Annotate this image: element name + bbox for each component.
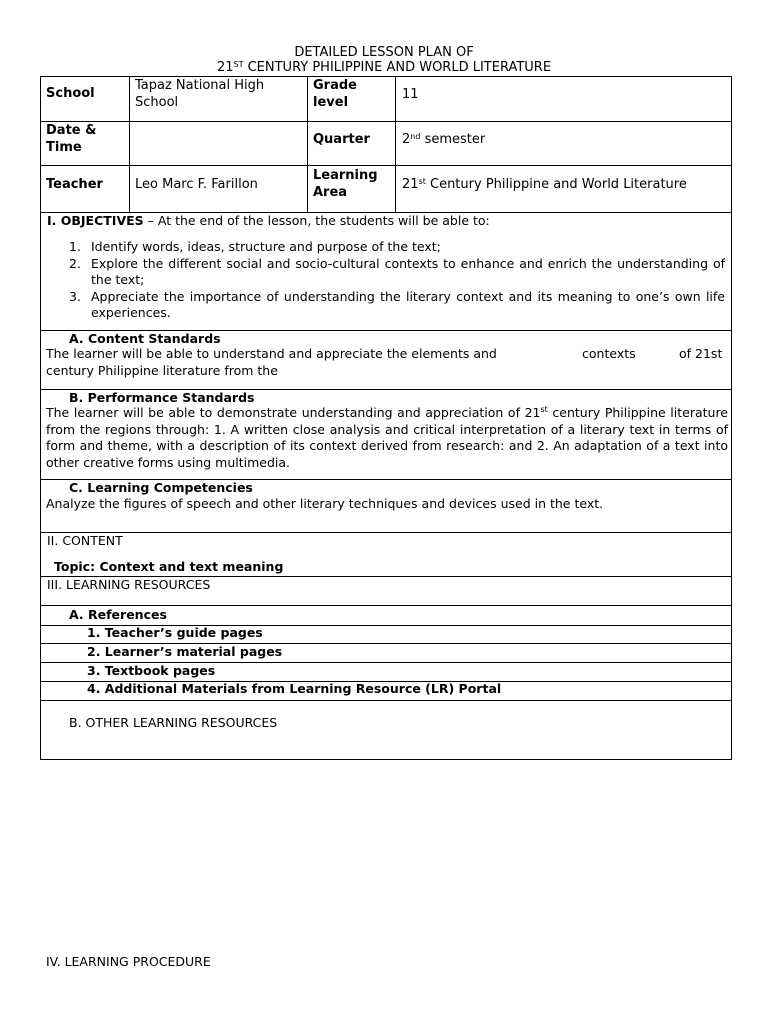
info-table [40,76,732,213]
date-label-cell [41,122,130,166]
performance-standards-section [40,390,732,480]
references-heading: A. References [69,607,167,622]
divider [40,625,732,626]
document-title: DETAILED LESSON PLAN OF [294,45,474,60]
teacher-value: Leo Marc F. Farillon [135,177,258,192]
area-label-cell [308,166,396,212]
document-subtitle [0,60,768,75]
objective-item: 2. Explore the different social and socio-cultural contexts to enhance and enrich the understanding of the text; [69,255,725,287]
objectives-section [40,213,732,331]
competencies-heading: C. Learning Competencies [69,480,253,495]
divider [40,681,732,682]
content-standards-text-line2: century Philippine literature from the [46,363,278,378]
content-heading: II. CONTENT [47,533,123,548]
other-resources-heading: B. OTHER LEARNING RESOURCES [69,715,278,730]
competencies-section [40,480,732,533]
teacher-label: Teacher [46,177,103,192]
subtitle-number: 21 [216,60,234,75]
quarter-label-cell [308,122,396,166]
performance-standards-heading: B. Performance Standards [69,390,255,405]
area-label: Learning Area [313,168,378,200]
school-label: School [46,86,95,101]
teacher-value-cell [130,166,308,212]
grade-value-cell [396,77,731,122]
quarter-label: Quarter [313,132,370,147]
content-standards-section [40,331,732,390]
divider [40,700,732,701]
objective-item: 1. Identify words, ideas, structure and purpose of the text; [69,239,441,254]
area-value: 21st Century Philippine and World Literature [402,177,687,192]
objectives-intro: – At the end of the lesson, the students will be able to: [143,213,490,228]
divider [40,643,732,644]
school-label-cell [41,77,130,122]
grade-label: Grade level [313,78,357,110]
competencies-text: Analyze the figures of speech and other literary techniques and devices used in the text. [46,496,604,511]
grade-label-cell [308,77,396,122]
content-section [40,533,732,577]
objectives-heading-line [47,213,727,230]
performance-standards-text: The learner will be able to demonstrate understanding and appreciation of 21st century Philippine literature from the regions through: 1. A written close analysis and critical interpretation of a literary text in terms of form and theme, with a description of its context derived from research: and 2. An adaptation of a text into other creative forms using multimedia. [46,405,728,470]
grade-value: 11 [402,87,419,102]
divider [40,605,732,606]
school-value: Tapaz National High School [135,78,265,110]
objectives-list [69,239,725,322]
reference-item: 4. Additional Materials from Learning Resource (LR) Portal [87,681,502,696]
quarter-value: 2nd semester [402,132,486,147]
procedure-heading: IV. LEARNING PROCEDURE [46,954,211,969]
reference-item: 2. Learner’s material pages [87,644,283,659]
date-value-cell [130,122,308,166]
subtitle-rest: CENTURY PHILIPPINE AND WORLD LITERATURE [243,60,552,75]
resources-heading: III. LEARNING RESOURCES [47,577,211,592]
date-label: Date & Time [46,123,97,155]
objectives-heading: I. OBJECTIVES [47,213,144,228]
content-standards-text-line1: The learner will be able to understand and appreciate the elements and contexts of 21st [46,346,723,361]
content-standards-heading: A. Content Standards [69,331,221,346]
quarter-value-cell [396,122,731,166]
reference-item: 1. Teacher’s guide pages [87,625,263,640]
objective-item: 3. Appreciate the importance of understanding the literary context and its meaning to one’s own life experiences. [69,288,725,320]
school-value-cell [130,77,308,122]
divider [40,662,732,663]
reference-item: 3. Textbook pages [87,663,216,678]
area-value-cell [396,166,731,212]
content-topic: Topic: Context and text meaning [54,559,284,574]
teacher-label-cell [41,166,130,212]
subtitle-ordinal: ST [233,60,244,69]
